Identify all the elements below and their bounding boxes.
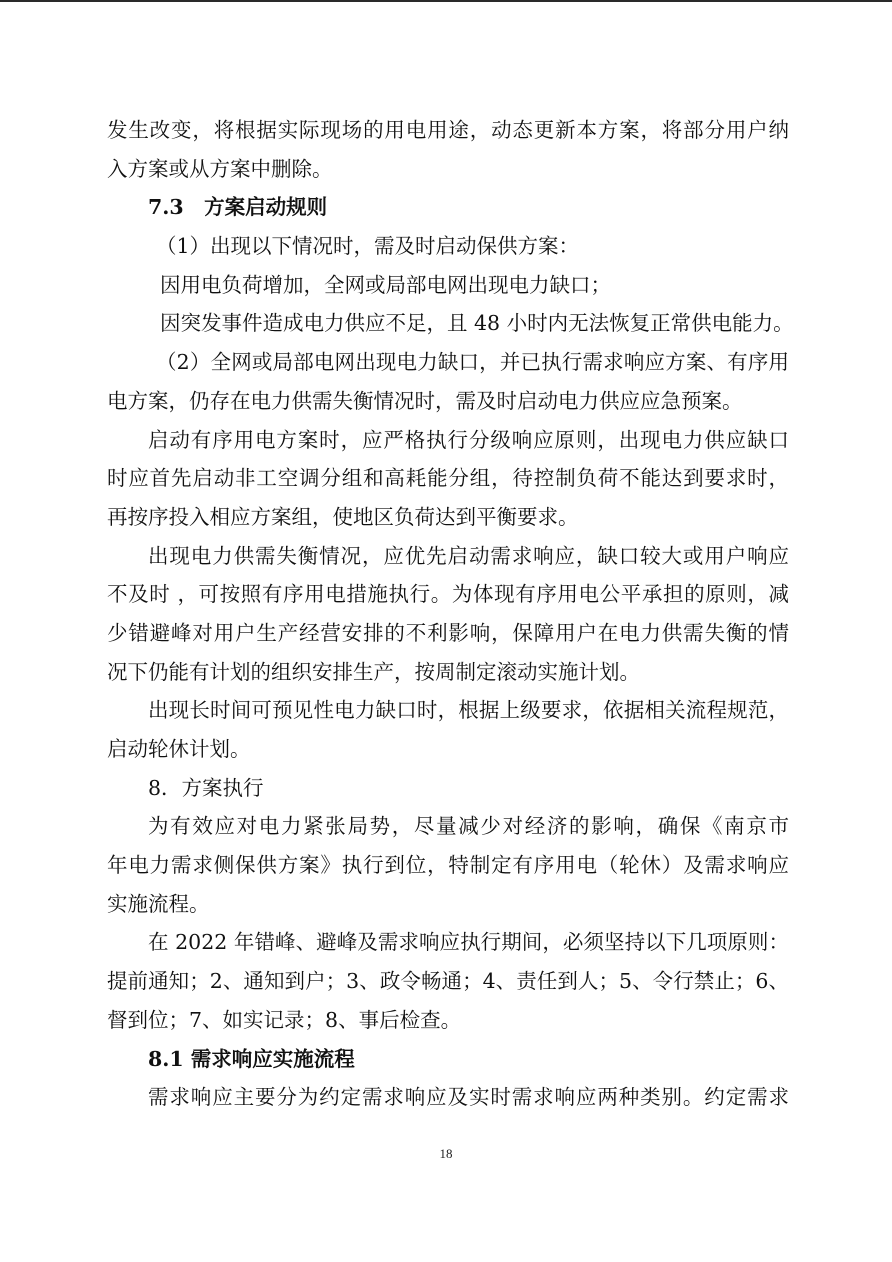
paragraph-line: 年电力需求侧保供方案》执行到位，特制定有序用电（轮休）及需求响应 xyxy=(107,853,789,878)
section-heading-8: 8．方案执行 xyxy=(148,775,264,800)
paragraph-line: 启动轮休计划。 xyxy=(107,737,251,761)
paragraph-line: 发生改变，将根据实际现场的用电用途，动态更新本方案，将部分用户纳 xyxy=(107,118,789,142)
paragraph-line: 在 2022 年错峰、避峰及需求响应执行期间，必须坚持以下几项原则： xyxy=(148,930,789,955)
page-top-border xyxy=(0,0,892,2)
document-body xyxy=(107,111,794,1117)
paragraph-line: 提前通知；2、通知到户；3、政令畅通；4、责任到人；5、令行禁止；6、 xyxy=(107,969,789,994)
list-item-1: （1）出现以下情况时，需及时启动保供方案： xyxy=(156,234,580,259)
paragraph-line: 电方案，仍存在电力供需失衡情况时，需及时启动电力供应应急预案。 xyxy=(107,388,743,413)
paragraph-line: 启动有序用电方案时，应严格执行分级响应原则，出现电力供应缺口 xyxy=(148,427,789,452)
paragraph-line: 为有效应对电力紧张局势，尽量减少对经济的影响，确保《南京市 xyxy=(148,814,789,839)
paragraph-line: 需求响应主要分为约定需求响应及实时需求响应两种类别。约定需求 xyxy=(148,1085,789,1110)
page-number: 18 xyxy=(439,1146,453,1161)
paragraph-line: 不及时 ，可按照有序用电措施执行。为体现有序用电公平承担的原则，减 xyxy=(107,582,789,607)
paragraph-line: 出现电力供需失衡情况，应优先启动需求响应，缺口较大或用户响应 xyxy=(148,543,789,568)
list-item-2: （2）全网或局部电网出现电力缺口，并已执行需求响应方案、有序用 xyxy=(156,350,789,375)
paragraph-line: 出现长时间可预见性电力缺口时，根据上级要求，依据相关流程规范， xyxy=(148,698,789,723)
sub-item: 因用电负荷增加，全网或局部电网出现电力缺口； xyxy=(160,272,611,297)
paragraph-line: 实施流程。 xyxy=(107,891,210,916)
section-heading-8-1: 8.1 需求响应实施流程 xyxy=(148,1046,355,1071)
paragraph-line: 少错避峰对用户生产经营安排的不利影响，保障用户在电力供需失衡的情 xyxy=(107,620,789,645)
paragraph-line: 再按序投入相应方案组，使地区负荷达到平衡要求。 xyxy=(107,504,579,529)
paragraph-line: 督到位；7、如实记录；8、事后检查。 xyxy=(107,1007,462,1032)
paragraph-line: 入方案或从方案中删除。 xyxy=(107,156,333,181)
sub-item: 因突发事件造成电力供应不足，且 48 小时内无法恢复正常供电能力。 xyxy=(160,311,794,336)
paragraph-line: 况下仍能有计划的组织安排生产，按周制定滚动实施计划。 xyxy=(107,659,640,684)
section-heading-7-3: 7.3 方案启动规则 xyxy=(148,195,328,220)
paragraph-line: 时应首先启动非工空调分组和高耗能分组，待控制负荷不能达到要求时， xyxy=(107,466,789,491)
